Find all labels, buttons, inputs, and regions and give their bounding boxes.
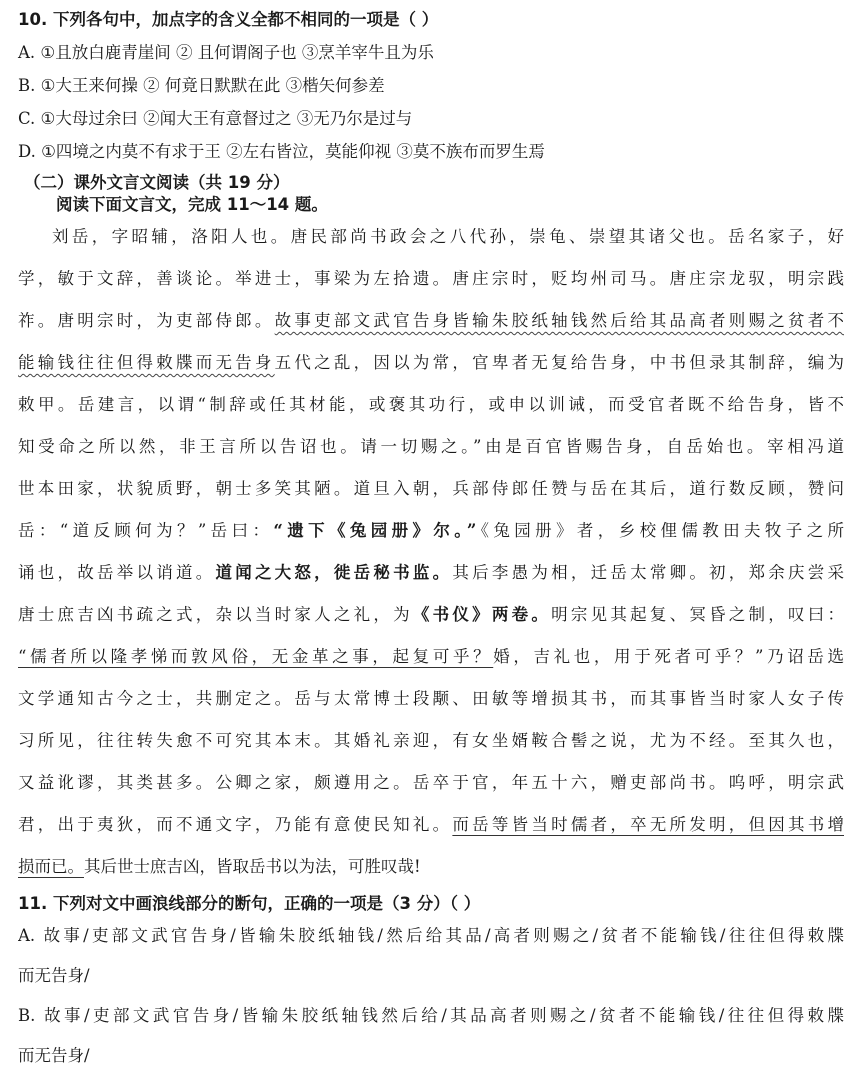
passage-line: 又益讹谬，其类甚多。公卿之家，颇遵用之。岳卒于官，年五十六，赠吏部尚书。呜呼，明宗武 (18, 773, 844, 792)
section-instruction: 阅读下面文言文，完成 11～14 题。 (56, 195, 328, 214)
passage-text: 五代之乱，因以为常，官卑者无复给告身，中书但录其制辞，编为 (274, 353, 844, 372)
passage-line: 世本田家，状貌质野，朝士多笑其陋。道旦入朝，兵部侍郎任赞与岳在其后，道行数反顾，赞问 (18, 479, 844, 498)
passage-text: 其后李愚为相，迁岳太常卿。初，郑余庆尝采 (452, 563, 844, 582)
passage-line: 知受命之所以然，非王言所以告诏也。请一切赐之。”由是百官皆赐告身，自岳始也。宰相冯道 (18, 437, 844, 456)
passage-line: 刘岳，字昭辅，洛阳人也。唐民部尚书政会之八代孙，崇龟、崇望其诸父也。岳名家子，好 (52, 227, 844, 246)
passage-text: 唐士庶吉凶书疏之式，杂以当时家人之礼，为 (18, 605, 413, 624)
passage-line: 习所见，往往转失愈不可究其本末。其婚礼亲迎，有女坐婿鞍合髻之说，尤为不经。至其久也， (18, 731, 844, 750)
wavy-underlined-text: 能输钱往往但得敕牒而无告身 (18, 353, 275, 372)
passage-text: 祚。唐明宗时，为吏部侍郎。 (18, 311, 275, 330)
passage-text: 诵也，故岳举以诮道。 (18, 563, 216, 582)
passage-line (18, 552, 844, 594)
question-11-option-b-continued: 而无告身/ (18, 1046, 90, 1065)
passage-text: 君，出于夷狄，而不通文字，乃能有意使民知礼。 (18, 815, 453, 834)
passage-text: 其后世士庶吉凶，皆取岳书以为法，可胜叹哉! (84, 857, 421, 876)
question-10-option-d: D. ①四境之内莫不有求于王 ②左右皆泣，莫能仰视 ③莫不族布而罗生焉 (18, 142, 545, 161)
passage-line (18, 804, 844, 846)
underlined-text: “儒者所以隆孝悌而敦风俗，无金革之事，起复可乎？ (18, 647, 494, 666)
question-11-option-b: B. 故事/吏部文武官告身/皆输朱胶纸轴钱然后给/其品高者则赐之/贫者不能输钱/往往但得敕牒 (18, 1006, 844, 1025)
underlined-text: 而岳等皆当时儒者，卒无所发明，但因其书增 (452, 815, 844, 834)
section-title: （二）课外文言文阅读（共 19 分） (24, 173, 290, 192)
passage-line: 文学通知古今之士，共删定之。岳与太常博士段颙、田敏等增损其书，而其事皆当时家人女子传 (18, 689, 844, 708)
bold-text: “遗下《兔园册》尔。” (273, 521, 477, 540)
passage-text: 岳：“道反顾何为？”岳曰： (18, 521, 274, 540)
question-11-title: 11. 下列对文中画浪线部分的断句，正确的一项是（3 分）（ ） (18, 894, 481, 913)
passage-line (18, 846, 844, 888)
passage-text: 《兔园册》者，乡校俚儒教田夫牧子之所 (476, 521, 844, 540)
wavy-underlined-text: 故事吏部文武官告身皆输朱胶纸轴钱然后给其品高者则赐之贫者不 (274, 311, 844, 330)
passage-line (18, 342, 844, 384)
bold-text: 道闻之大怒，徙岳秘书监。 (215, 563, 453, 582)
bold-text: 《书仪》两卷。 (412, 605, 552, 624)
question-11-option-a-continued: 而无告身/ (18, 966, 90, 985)
passage-text: 婚，吉礼也，用于死者可乎？”乃诏岳选 (493, 647, 844, 666)
passage-line (18, 300, 844, 342)
classical-passage (18, 216, 844, 888)
question-10-option-b: B. ①大王来何操 ② 何竟日默默在此 ③楷矢何参差 (18, 76, 385, 95)
question-10-title: 10. 下列各句中，加点字的含义全都不相同的一项是（ ） (18, 10, 439, 29)
passage-line (18, 510, 844, 552)
question-11-option-a: A. 故事/吏部文武官告身/皆输朱胶纸轴钱/然后给其品/高者则赐之/贫者不能输钱/往往但得敕牒 (18, 926, 844, 945)
passage-line: 敕甲。岳建言，以谓“制辞或任其材能，或褒其功行，或申以训诫，而受官者既不给告身，皆不 (18, 395, 844, 414)
question-10-option-c: C. ①大母过余曰 ②闻大王有意督过之 ③无乃尔是过与 (18, 109, 413, 128)
passage-line (18, 594, 844, 636)
passage-line (18, 636, 844, 678)
passage-line: 学，敏于文辞，善谈论。举进士，事梁为左拾遗。唐庄宗时，贬均州司马。唐庄宗龙驭，明宗践 (18, 269, 844, 288)
question-10-option-a: A. ①且放白鹿青崖间 ② 且何谓阁子也 ③烹羊宰牛且为乐 (18, 43, 434, 62)
passage-text: 明宗见其起复、冥昏之制，叹曰： (551, 605, 844, 624)
underlined-text: 损而已。 (18, 857, 84, 876)
